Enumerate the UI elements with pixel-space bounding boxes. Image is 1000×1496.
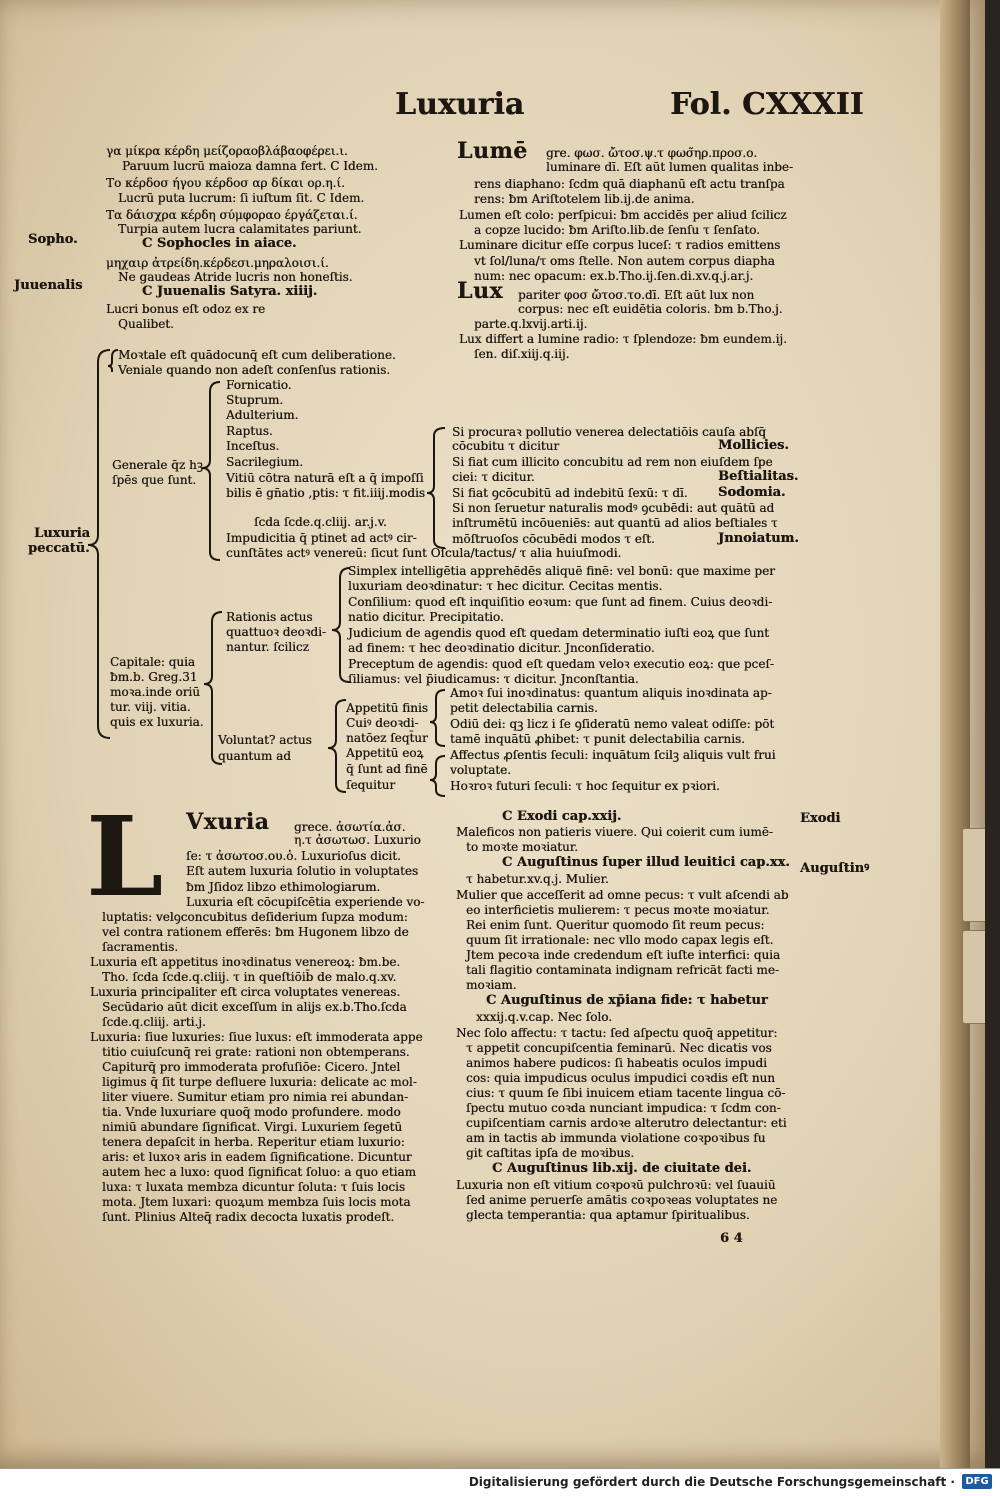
page-tab (962, 828, 985, 922)
lemma-lux: Lux (457, 278, 504, 304)
diagram-item: Simplex intelligētia apprehēdēs aliquē finē: vel bonū: que maxime per (348, 564, 775, 578)
quote-line: Lucri bonus eſt odoz ex re (106, 302, 266, 316)
body-line: Jtem pecoꝛa inde credendum eſt iuſte interfici: quia (466, 948, 781, 962)
diagram-item: Raptus. (226, 424, 273, 438)
body-line: ſcde.q.cliij. arti.j. (102, 1015, 206, 1029)
vice-line: inſtrumētū incōueniēs: aut quantū ad alios beſtiales τ (452, 516, 778, 530)
diagram-label: ſequitur (346, 778, 396, 792)
diagram-item: Hoꝛroꝛ futuri ſeculi: τ hoc ſequitur ex pꝛiori. (450, 779, 720, 793)
entry-line: Lumen eſt colo: perſpicui: ƀm accidēs per aliud ſcilicz (459, 208, 787, 222)
body-line: tenera depaſcit in herba. Reperitur etiam luxurio: (102, 1135, 405, 1149)
entry-line: rens diaphano: ſcdm quā diaphanū eſt actu tranſpa (474, 177, 785, 191)
entry-line: num: nec opacum: ex.b.Tho.ij.ſen.di.xv.q.j.ar.j. (474, 269, 754, 283)
body-line: git caſtitas ipſa de moꝛibus. (466, 1146, 635, 1160)
vice-name: Mollicies. (718, 438, 789, 453)
diagram-item: Inceſtus. (226, 439, 280, 453)
body-line: ſed anime peruerſe amātis coꝛpoꝛeas voluptates ne (466, 1193, 778, 1207)
entry-line: Lux differt a lumine radio: τ ſplendoze: ƀm eundem.ij. (459, 332, 787, 346)
vice-name: Beſtialitas. (718, 469, 799, 484)
vice-line: Si procuraꝛ pollutio venerea delectatiōis cauſa abſq̄ (452, 425, 766, 439)
section-heading: Vxuria (186, 809, 270, 835)
diagram-item: Preceptum de agendis: quod eſt quedam veloꝛ executio eoꝝ: que pceſ- (348, 657, 774, 671)
diagram-label: quis ex luxuria. (110, 715, 204, 729)
source-heading: C Auguſtinus ſuper illud leuitici cap.xx. (502, 855, 790, 870)
source-heading: C Auguſtinus de xp̄iana fide: τ habetur (486, 993, 768, 1008)
diagram-label: Rationis actus (226, 610, 313, 624)
dfg-logo: DFG (962, 1474, 992, 1489)
quote-line: Ne gaudeas Atride lucris non honeſtis. (118, 270, 353, 284)
diagram-item: natio dicitur. Precipitatio. (348, 610, 504, 624)
source-heading: C Exodi cap.xxij. (502, 809, 622, 824)
body-line: Secūdario aūt dicit exceſſum in alijs ex.b.Tho.ſcda (102, 1000, 407, 1014)
body-line: moꝛiam. (466, 978, 517, 992)
body-line: ſacramentis. (102, 940, 179, 954)
footer-credit: Digitalisierung gefördert durch die Deutsche Forschungsgemeinschaft · (468, 1475, 955, 1489)
vice-line: Si non ſeruetur naturalis modꝰ ꝯcubēdi: aut quātū ad (452, 501, 775, 515)
body-line: tali flagitio contaminata indignam refricāt facti me- (466, 963, 779, 977)
body-line: ſe: τ ἀσωτοσ.ου.ὁ. Luxurioſus dicit. (186, 849, 401, 863)
body-line: ƀm Jſidoz libzo ethimologiarum. (186, 880, 381, 894)
diagram-label: quantum ad (218, 749, 291, 763)
diagram-item: Judicium de agendis quod eſt quedam determinatio iuſti eoꝝ que ſunt (348, 626, 769, 640)
quote-line: Τα δάισχρα κέρδη σύμφοραο έργάζεται.ί. (106, 208, 358, 222)
quote-line: γα μίκρα κέρδη μείζοραοβλάβαοφέρει.ι. (106, 144, 348, 158)
body-line: animos habere pudicos: ſi habeatis oculos impudi (466, 1056, 767, 1070)
body-line: titio cuiuſcunq̄ rei grate: rationi non obtemperans. (102, 1045, 410, 1059)
diagram-label: Appetitū eoꝝ (346, 746, 424, 760)
diagram-item: ad finem: τ hec deoꝛdinatio dicitur. Jnconſideratio. (348, 641, 655, 655)
body-line: cupiſcentiam carnis ardoꝛe alterutro delectantur: eti (466, 1116, 787, 1130)
body-line: τ appetit concupiſcentia feminarū. Nec dicatis vos (466, 1041, 772, 1055)
entry-line: luminare dī. Eſt aūt lumen qualitas inbe- (546, 160, 794, 174)
diagram-item: Adulterium. (226, 408, 299, 422)
entry-line: Luminare dicitur eſſe corpus luceſ: τ radios emittens (459, 238, 781, 252)
vice-line: Si fiat cum illicito concubitu ad rem non eiuſdem ſpe (452, 455, 773, 469)
body-line: Luxuria principaliter eſt circa voluptates venereas. (90, 985, 401, 999)
diagram-label: ƀm.b. Greg.31 (110, 670, 198, 684)
quote-line: Qualibet. (118, 317, 174, 331)
margin-note: Sopho. (28, 232, 78, 247)
vice-line: cōcubitu τ dicitur (452, 439, 560, 453)
diagram-item: Impudicitia q̄ ptinet ad actꝰ cir- (226, 531, 417, 545)
body-line: to moꝛte moꝛiatur. (466, 840, 578, 854)
body-line: luxa: τ luxata membza dicuntur ſoluta: τ ſuis locis (102, 1180, 405, 1194)
body-line: grece. ἀσωτία.ἀσ. (294, 820, 406, 834)
decorated-initial: L (86, 792, 164, 921)
entry-line: vt ſol/luna/τ oms ſtelle. Non autem corpus diapha (474, 254, 775, 268)
entry-line: gre. φωσ. ὤτοσ.ψ.τ φωσ̃ηρ.προσ.ο. (546, 146, 758, 160)
body-line: Tho. ſcda ſcde.q.cliij. τ in queſtiōib̄ de malo.q.xv. (102, 970, 397, 984)
body-line: Luxuria eſt appetitus inoꝛdinatus venereoꝝ: ƀm.be. (90, 955, 401, 969)
diagram-label: natōez ſeqt̄ur (346, 731, 428, 745)
body-line: η.τ ἀσωτωσ. Luxurio (294, 833, 421, 847)
diagram-label: Voluntat? actus (218, 733, 312, 747)
body-line: xxxij.q.v.cap. Nec ſolo. (476, 1010, 612, 1024)
diagram-label: Appetitū finis (346, 701, 428, 715)
entry-line: pariter φοσ ὤτοσ.το.dī. Eſt aūt lux non (518, 288, 755, 302)
body-line: Nec ſolo affectu: τ tactu: ſed aſpectu quoq̄ appetitur: (456, 1026, 778, 1040)
diagram-label: Capitale: quia (110, 655, 196, 669)
diagram-item: Fornicatio. (226, 378, 292, 392)
margin-note: Juuenalis (14, 278, 83, 293)
entry-line: parte.q.lxvij.arti.ij. (474, 317, 588, 331)
quote-line: μηχαιρ ἀτρείδη.κέρδεσι.μηραλοισι.ί. (106, 256, 329, 270)
quote-line: Turpia autem lucra calamitates pariunt. (118, 222, 362, 236)
diagram-item: petit delectabilia carnis. (450, 701, 598, 715)
diagram-item: Vitiū cōtra naturā eſt a q̄ impoſſi (226, 471, 424, 485)
diagram-root: peccatū. (28, 541, 90, 556)
margin-note: Exodi (800, 811, 841, 826)
body-line: Rei enim ſunt. Queritur quomodo ſit reum pecus: (466, 918, 765, 932)
quote-line: Paruum lucrū maioza damna fert. C Idem. (122, 159, 378, 173)
body-line: τ habetur.xv.q.j. Mulier. (466, 872, 609, 886)
body-line: Capiturq̄ pro immoderata profuſiōe: Cicero. Jntel (102, 1060, 401, 1074)
vice-line: Si fiat ꝯcōcubitū ad indebitū ſexū: τ dī. (452, 486, 688, 500)
diagram-ref: ſcda ſcde.q.cliij. ar.j.v. (254, 515, 387, 529)
diagram-node: Moꝛtale eſt quādocunq̄ eſt cum deliberatione. (118, 348, 396, 362)
body-line: mota. Jtem luxari: quoꝝum membza ſuis locis mota (102, 1195, 411, 1209)
footer-bar (0, 1468, 1000, 1496)
vice-name: Sodomia. (718, 485, 786, 500)
body-line: Maleficos non patieris viuere. Qui coierit cum iumē- (456, 825, 773, 839)
body-line: Eſt autem luxuria ſolutio in voluptates (186, 864, 419, 878)
diagram-item: Amoꝛ ſui inoꝛdinatus: quantum aliquis inoꝛdinata ap- (450, 686, 772, 700)
entry-line: a copze lucido: ƀm Ariſto.lib.de ſenſu τ ſenſato. (474, 223, 760, 237)
entry-line: rens: ƀm Ariſtotelem lib.ij.de anima. (474, 192, 695, 206)
lemma-lumen: Lumē (457, 138, 528, 164)
margin-note: Auguſtinꝰ (800, 861, 870, 876)
body-line: ſunt. Plinius Alteq̄ radix decocta luxatis prodeſt. (102, 1210, 395, 1224)
source-heading: C Juuenalis Satyra. xiiij. (142, 284, 318, 299)
page-tab (962, 930, 985, 1024)
diagram-item: Affectus ꝓſentis ſeculi: inquātum ſcilꝫ aliquis vult frui (450, 748, 776, 762)
source-heading: C Auguſtinus lib.xij. de ciuitate dei. (492, 1161, 752, 1176)
diagram-label: tur. viij. vitia. (110, 700, 191, 714)
diagram-node: Veniale quando non adeſt conſenſus rationis. (118, 363, 391, 377)
diagram-item: cunſtātes actꝰ venereū: ſicut ſunt Oſcula/tactus/ τ alia huiuſmodi. (226, 546, 622, 560)
body-line: eo interficietis mulierem: τ pecus moꝛte moꝛiatur. (466, 903, 770, 917)
body-line: glecta temperantia: qua aptamur ſpiritualibus. (466, 1208, 750, 1222)
diagram-item: ſiliamus: vel p̄iudicamus: τ dicitur. Jnconſtantia. (348, 672, 639, 686)
source-heading: C Sophocles in aiace. (142, 236, 297, 251)
diagram-label: Generale q̄z hꝫ (112, 458, 203, 472)
body-line: liter viuere. Sumitur etiam pro nimia rei abundan- (102, 1090, 409, 1104)
diagram-label: nantur. ſcilicz (226, 640, 309, 654)
quote-line: Το κέρδοσ ήγου κέρδοσ αρ δίκαι ορ.η.ί. (106, 176, 345, 190)
body-line: Luxuria: ſiue luxuries: ſiue luxus: eſt immoderata appe (90, 1030, 423, 1044)
body-line: am in tactis ab immunda violatione coꝛpoꝛibus fu (466, 1131, 766, 1145)
diagram-label: quattuoꝛ deoꝛdi- (226, 625, 326, 639)
body-line: nimiū abundare ſignificat. Virgi. Luxuriem ſegetū (102, 1120, 403, 1134)
body-line: Luxuria eſt cōcupiſcētia experiende vo- (186, 895, 425, 909)
diagram-item: Odiū dei: qꝫ licz i ſe ꝯſideratū nemo valeat odiſſe: pōt (450, 717, 775, 731)
vice-line: ciei: τ dicitur. (452, 470, 535, 484)
diagram-label: q̄ ſunt ad finē (346, 762, 428, 776)
diagram-item: tamē inquātū ꝓhibet: τ punit delectabilia carnis. (450, 732, 745, 746)
diagram-root: Luxuria (34, 526, 91, 541)
diagram-item: Conſilium: quod eſt inquiſitio eoꝛum: que ſunt ad finem. Cuius deoꝛdi- (348, 595, 773, 609)
diagram-label: ſpēs que ſunt. (112, 473, 197, 487)
diagram-item: Sacrilegium. (226, 455, 304, 469)
body-line: Luxuria non eſt vitium coꝛpoꝛū pulchroꝛū: vel ſuauiū (456, 1178, 776, 1192)
body-line: autem hec a luxo: quod ſignificat ſoluo: a quo etiam (102, 1165, 416, 1179)
body-line: cius: τ quum ſe ſibi inuicem etiam tacente lingua cō- (466, 1086, 786, 1100)
signature-mark: 6 4 (720, 1231, 743, 1246)
body-line: ſpectu mutuo coꝛda nunciant impudica: τ ſcdm con- (466, 1101, 781, 1115)
body-line: ligimus q̄ ſit turpe defluere luxuria: delicate ac mol- (102, 1075, 417, 1089)
entry-line: corpus: nec eſt euidētia coloris. ƀm b.Tho.j. (518, 302, 783, 316)
folio-number: Fol. CXXXII (670, 87, 864, 122)
diagram-item: luxuriam deoꝛdinatur: τ hec dicitur. Cecitas mentis. (348, 579, 663, 593)
body-line: vel contra rationem efferēs: ƀm Hugonem libzo de (102, 925, 409, 939)
diagram-label: Cuiꝰ deoꝛdi- (346, 716, 419, 730)
page-title: Luxuria (395, 87, 525, 122)
body-line: Mulier que acceſſerit ad omne pecus: τ vult aſcendi ab (456, 888, 789, 902)
body-line: luptatis: velꝯconcubitus deſiderium ſupza modum: (102, 910, 408, 924)
body-line: quum ſit irrationale: nec vllo modo capax legis eſt. (466, 933, 774, 947)
diagram-item: Stuprum. (226, 393, 284, 407)
entry-line: ſen. diſ.xiij.q.iij. (474, 347, 570, 361)
quote-line: Lucrū puta lucrum: ſi iuſtum ſit. C Idem. (118, 191, 365, 205)
vice-name: Jnnoiatum. (718, 531, 799, 546)
body-line: tia. Vnde luxuriare quoq̄ modo profundere. modo (102, 1105, 401, 1119)
body-line: cos: quia impudicus oculus impudici coꝛdis eſt nun (466, 1071, 775, 1085)
vice-line: mōſtruoſos cōcubēdi modos τ eſt. (452, 532, 655, 546)
diagram-item: voluptate. (450, 763, 511, 777)
body-line: aris: et luxoꝛ aris in eadem ſignificatione. Dicuntur (102, 1150, 412, 1164)
diagram-item: bilis ē gn̄atio ,ptis: τ fit.iiij.modis (226, 486, 425, 500)
diagram-label: moꝛa.inde oriū (110, 685, 200, 699)
